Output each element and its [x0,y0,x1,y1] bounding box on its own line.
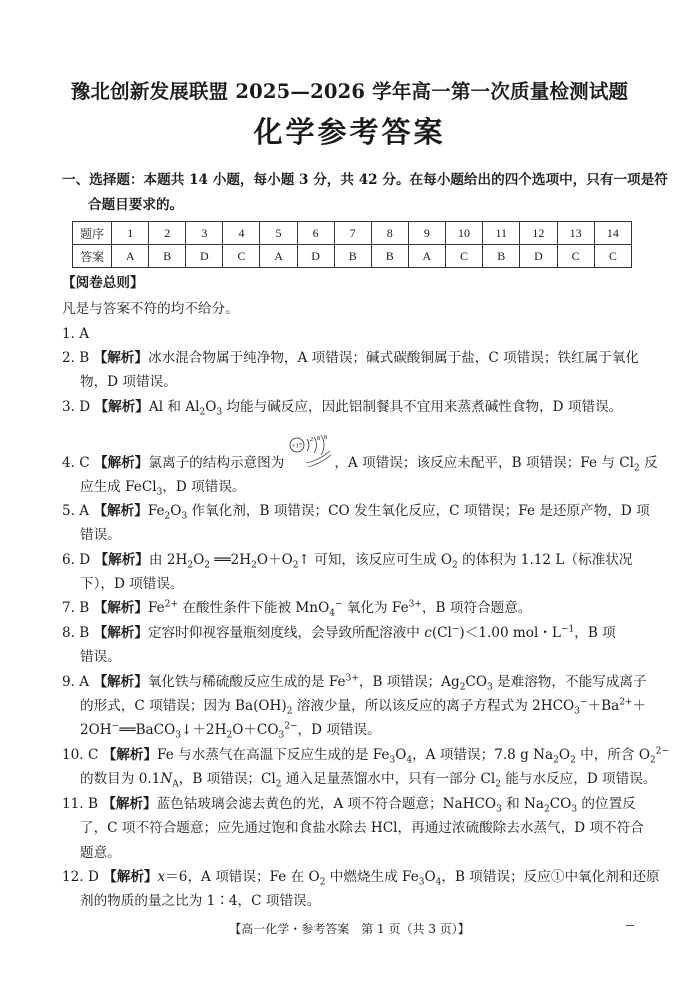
q-text: ＝6，A 项错误；Fe 在 O [165,869,320,885]
q12-line2: 剂的物质的量之比为 1∶4，C 项错误。 [80,893,321,909]
q-text: ，B 项错误；反应①中氧化剂和还原 [441,869,660,885]
q-number: 10. C [62,747,99,763]
answer-table-row-answers [73,245,632,268]
q-number: 9. A [62,674,90,690]
subscript: 3 [278,730,285,741]
subscript: 2 [286,706,293,717]
superscript: 2− [284,721,298,732]
table-cell: A [408,245,445,268]
subscript: 2 [452,560,458,571]
table-cell: 13 [557,222,594,245]
table-cell: 7 [334,222,371,245]
q-text: ，A 项错误；7.8 g Na [412,747,554,763]
q-number: 5. A [62,503,90,519]
avogadro-symbol: N [160,771,173,787]
table-cell: 3 [186,222,223,245]
table-cell: D [186,245,223,268]
q-text: CO [465,674,487,690]
superscript: 2− [655,746,669,757]
variable-x: x [157,869,166,885]
q-text: 冰水混合物属于纯净物，A 项错误；碱式碳酸铜属于盐，C 项错误；铁红属于氧化 [147,350,640,366]
subscript: 2 [204,560,210,571]
table-cell: 9 [408,222,445,245]
q-text: 的形式，C 项错误；因为 Ba(OH) [80,698,287,714]
subscript: 2 [570,755,576,766]
subscript: 2 [164,511,171,522]
subscript: 2 [226,730,233,741]
analysis-tag: 【解析】 [102,747,158,763]
q-text: ，A 项错误；该反应未配平，B 项错误；Fe 与 Cl [334,455,635,471]
subscript: 3 [216,407,223,418]
table-cell: 8 [371,222,408,245]
subscript: 4 [406,755,413,766]
q-text: 在酸性条件下能被 MnO [178,600,330,616]
analysis-tag: 【解析】 [93,503,148,519]
q-text: ══BaCO [119,722,176,738]
q-text: ，B 项错误；Cl [178,771,276,787]
table-cell: 答案 [73,245,112,268]
q-text: O [558,747,571,763]
q-text: ↑ 可知，该反应可生成 O [298,552,453,568]
q-text: 的位置反 [577,796,636,812]
subscript: 2 [275,779,282,790]
superscript: 2+ [164,599,178,610]
q-text: 的体积为 1.12 L（标准状况 [457,552,633,568]
table-cell: 4 [223,222,260,245]
subscript: 2 [292,560,299,571]
q-text: O [193,552,205,568]
q1-answer: 1. A [62,326,90,342]
q2-line2: 物，D 项错误。 [80,374,177,390]
q-number: 7. B [62,600,90,616]
q-text: O [395,747,407,763]
nucleus-charge: +17 [291,442,303,450]
subscript: 2 [544,804,550,815]
analysis-tag: 【解析】 [94,455,149,471]
subscript: 3 [418,877,425,888]
q-text: 和 Na [501,796,545,812]
q7-line1 [62,599,531,617]
table-cell: C [557,245,594,268]
analysis-tag: 【解析】 [93,625,148,641]
subscript: 2 [319,877,326,888]
superscript: 3+ [408,599,422,610]
q5-line1 [62,502,650,520]
q-text: 均能与碱反应，因此铝制餐具不宜用来蒸煮碱性食物，D 项错误。 [222,399,623,415]
general-rules-heading: 【阅卷总则】 [62,275,144,291]
q2-line1 [62,349,639,367]
table-cell: 2 [149,222,186,245]
q-text: 由 2H [148,552,188,568]
table-cell: C [223,245,260,268]
q-text: 蓝色钴玻璃会滤去黄色的光，A 项不符合题意；NaHCO [156,796,497,812]
page-title: 豫北创新发展联盟 2025—2026 学年高一第一次质量检测试题 [70,80,629,103]
q-number: 11. B [62,796,98,812]
analysis-tag: 【解析】 [93,350,148,366]
q-text: O [205,399,217,415]
q8-line2: 错误。 [80,649,121,665]
q-text: 定容时仰视容量瓶刻度线，会导致所配溶液中 [147,625,425,641]
superscript: −1 [560,624,575,635]
subscript: 3 [574,706,580,717]
subscript: 2 [495,779,501,790]
analysis-tag: 【解析】 [103,869,158,885]
subscript: 2 [553,755,559,766]
answer-table-row-numbers [73,222,632,245]
q-text: 作氧化剂，B 项错误；CO 发生氧化反应，C 项错误；Fe 是还原产物，D 项 [187,503,650,519]
table-cell: C [445,245,482,268]
q-text: ＋Ba [587,698,620,714]
q-text: 中，所含 O [575,747,650,763]
q-text: 氧化为 Fe [342,600,409,616]
table-cell: C [594,245,631,268]
subscript: 2 [187,560,194,571]
q-number: 8. B [62,625,90,641]
table-cell: A [260,245,297,268]
table-cell: 12 [520,222,557,245]
q6-line1 [62,551,632,569]
q-text: 是难溶物，不能写成离子 [492,674,647,690]
table-cell: B [483,245,520,268]
q-text: 氧化铁与稀硫酸反应生成的是 Fe [147,674,346,690]
table-cell: 14 [594,222,631,245]
q-text: ，B 项 [574,625,616,641]
subscript: 2 [634,463,640,474]
superscript: 3+ [345,673,359,684]
q-number: 12. D [62,869,99,885]
analysis-tag: 【解析】 [93,674,148,690]
table-cell: B [371,245,408,268]
q-text: ＋ [632,698,647,714]
q-text: Fe 与水蒸气在高温下反应生成的是 Fe [157,747,390,763]
table-cell: D [297,245,334,268]
q3-line1 [62,398,622,416]
subscript: 3 [156,487,163,498]
q-text: )＜1.00 mol・L [459,625,561,641]
corner-mark [626,925,634,926]
q-text: ，B 项符合题意。 [421,600,532,616]
superscript: − [451,624,460,635]
q-text: ══2H [209,552,252,568]
electron-count: 8 [324,435,327,441]
superscript: − [111,721,120,732]
q9-line1 [62,673,647,691]
q-text: 溶液少量，所以该反应的离子方程式为 2HCO [292,698,575,714]
q-text: O [424,869,436,885]
table-cell: B [149,245,186,268]
table-cell: 题序 [73,222,112,245]
q-text: Al 和 Al [148,399,200,415]
q10-line1 [62,746,669,764]
q-number: 2. B [62,350,90,366]
q9-line3 [80,721,381,739]
q-text: O＋CO [232,722,279,738]
page-footer: 【高一化学・参考答案 第 1 页（共 3 页）】 [229,922,470,936]
analysis-tag: 【解析】 [93,600,148,616]
electron-count: 8 [317,436,320,442]
q10-line2 [80,770,656,788]
q5-line2: 错误。 [80,527,121,543]
subscript: 3 [175,730,181,741]
subscript: A [172,779,179,790]
q-text: O [170,503,182,519]
q-text: 通入足量蒸馏水中，只有一部分 Cl [281,771,496,787]
q-text: ↓＋2H [180,722,227,738]
subscript: 3 [571,804,578,815]
q8-line1 [62,624,616,642]
q-text: 的数目为 0.1 [80,771,161,787]
table-cell: 11 [483,222,520,245]
superscript: − [579,697,588,708]
q-text: 应生成 FeCl [80,479,157,495]
table-cell: 6 [297,222,334,245]
table-cell: 5 [260,222,297,245]
q-text: O＋O [256,552,293,568]
subscript: 2 [649,755,656,766]
superscript: − [334,599,343,610]
page-subtitle: 化学参考答案 [253,115,446,149]
section-heading: 一、选择题：本题共 14 小题，每小题 3 分，共 42 分。在每小题给出的四个选项中，只有一项是符 [62,172,668,188]
q12-line1 [62,868,660,886]
subscript: 2 [251,560,257,571]
q-number: 3. D [62,399,91,415]
subscript: 4 [435,877,442,888]
q-text: ，B 项错误；Ag [358,674,460,690]
subscript: 3 [181,511,188,522]
q11-line2: 了，C 项不符合题意；应先通过饱和食盐水除去 HCl，再通过浓硫酸除去水蒸气，D 项不符合 [80,820,644,836]
subscript: 3 [486,682,493,693]
answer-table [72,221,632,268]
table-cell: A [112,245,149,268]
q-text: 中燃烧生成 Fe [325,869,419,885]
q-text: Fe [147,503,165,519]
subscript: 2 [459,682,466,693]
electron-shell [307,439,309,451]
concentration-symbol: c [424,625,432,641]
section-heading-cont: 合题目要求的。 [88,197,184,213]
table-cell: B [334,245,371,268]
q9-line2 [80,697,646,715]
q-text: Fe [147,600,165,616]
analysis-tag: 【解析】 [94,399,149,415]
table-cell: 1 [112,222,149,245]
analysis-tag: 【解析】 [102,796,157,812]
q-text: ，D 项错误。 [297,722,381,738]
subscript: 3 [496,804,502,815]
q11-line1 [62,795,636,813]
q-number: 6. D [62,552,91,568]
q-text: 氯离子的结构示意图为 [148,455,285,471]
table-cell: 10 [445,222,482,245]
q4-line2 [80,478,246,496]
q-number: 4. C [62,455,90,471]
q-text: 反 [639,455,658,471]
q6-line2: 下），D 项错误。 [80,576,184,592]
table-cell: D [520,245,557,268]
electron-count: 2 [310,437,313,443]
q-text: (Cl [431,625,452,641]
q-text: 能与水反应，D 项错误。 [500,771,657,787]
general-rule: 凡是与答案不符的均不给分。 [62,301,239,317]
q-text: CO [549,796,572,812]
superscript: 2+ [619,697,633,708]
analysis-tag: 【解析】 [94,552,149,568]
subscript: 4 [329,608,335,619]
subscript: 3 [389,755,396,766]
q4-line1 [62,454,658,472]
q-text: ，D 项错误。 [162,479,246,495]
subscript: 2 [199,407,206,418]
q-text: 2OH [80,722,112,738]
q11-line3: 题意。 [80,845,121,861]
